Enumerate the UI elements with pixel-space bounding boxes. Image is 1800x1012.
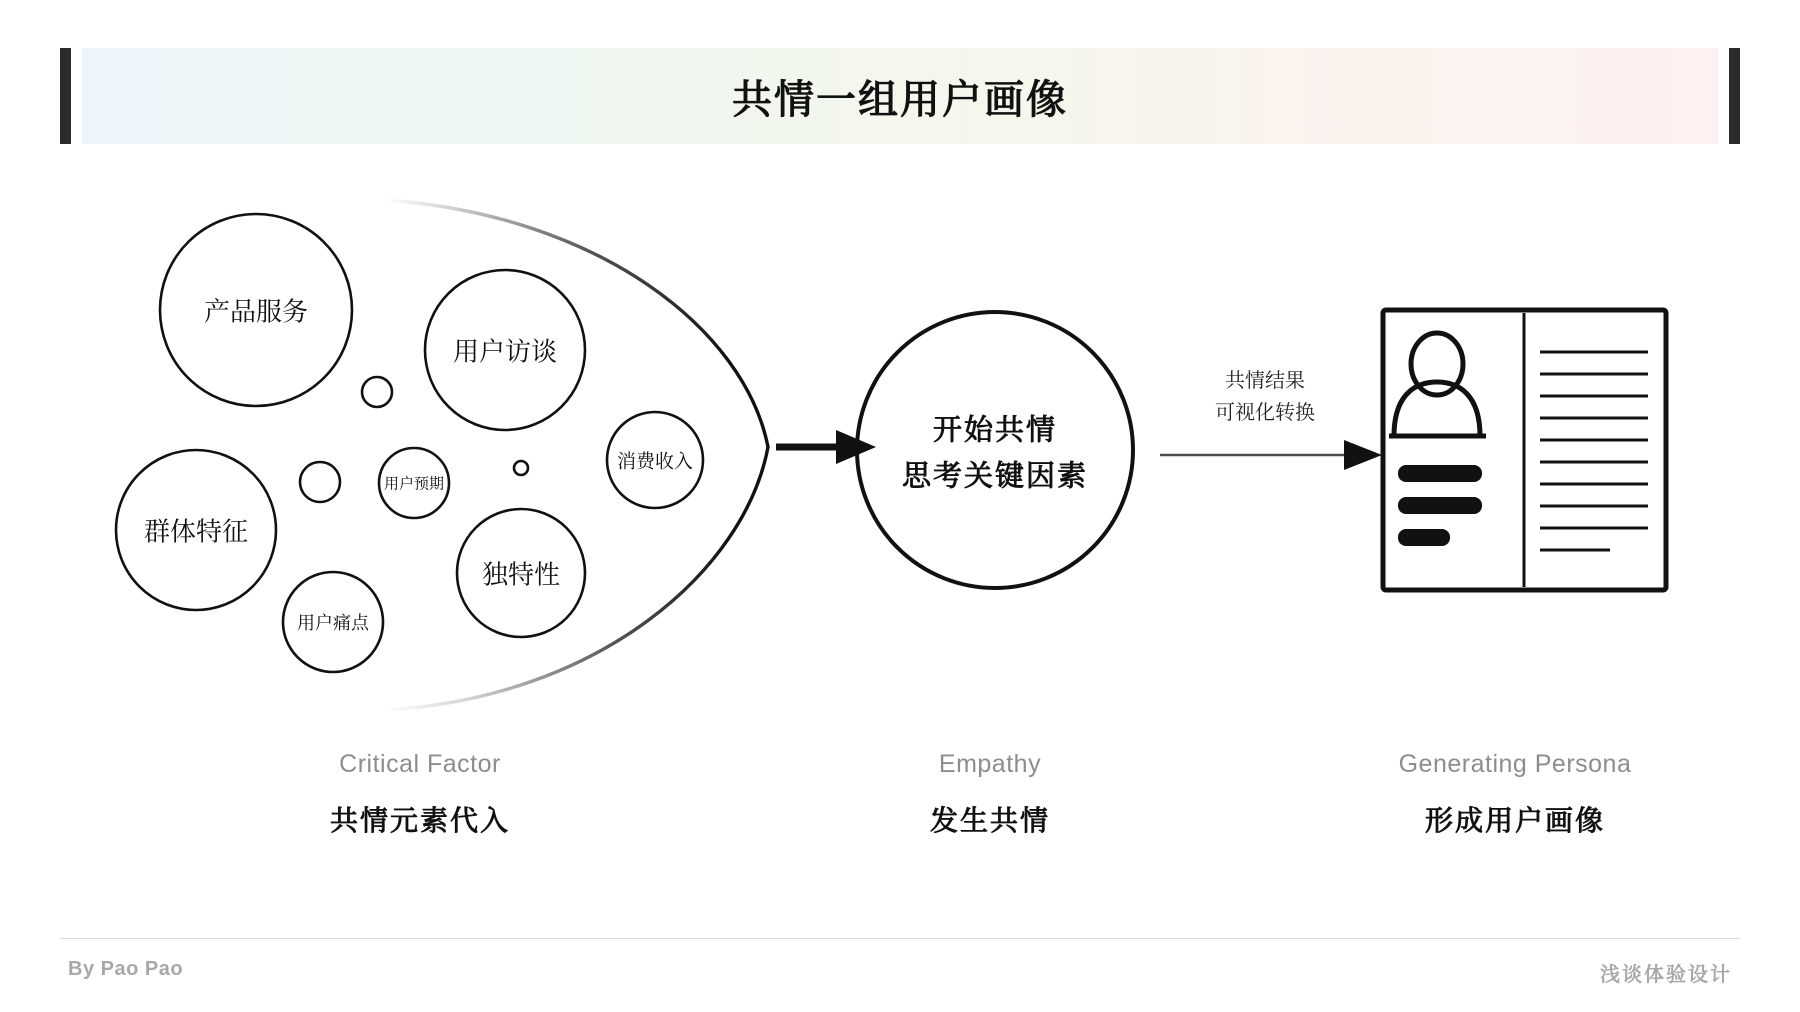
stage-label-generating-persona — [1255, 750, 1775, 839]
footer-author: By Pao Pao — [68, 958, 184, 980]
stage-label-critical-factor — [160, 750, 680, 839]
bubble-circles — [116, 214, 703, 672]
stage-2-en: Empathy — [938, 750, 1042, 778]
bubble-circle — [362, 377, 392, 407]
arrow-annotation-line-1: 共情结果 — [1225, 370, 1305, 392]
bubble-label: 消费收入 — [616, 451, 694, 473]
stage-label-empathy — [730, 750, 1250, 839]
footer-divider — [60, 938, 1740, 939]
arrow-empathy-to-persona — [1160, 440, 1382, 470]
footer-brand: 浅谈体验设计 — [1600, 964, 1732, 986]
page-title: 共情一组用户画像 — [732, 77, 1068, 122]
bubble-label: 群体特征 — [143, 516, 249, 547]
persona-card — [1383, 310, 1666, 590]
stage-3-en: Generating Persona — [1398, 750, 1632, 778]
bubble-label: 用户痛点 — [297, 613, 369, 633]
bubble-label: 产品服务 — [203, 296, 309, 327]
arrow-annotation — [1155, 365, 1375, 429]
cluster-outline — [385, 200, 768, 710]
stage-1-en: Critical Factor — [339, 750, 501, 778]
empathy-line-1: 开始共情 — [932, 414, 1058, 447]
empathy-circle — [857, 312, 1133, 588]
bubble-circle — [300, 462, 340, 502]
stage-1-cn: 共情元素代入 — [329, 805, 510, 836]
stage-3-cn: 形成用户画像 — [1424, 805, 1605, 836]
bubble-circle — [514, 461, 528, 475]
bubble-label: 用户预期 — [383, 475, 445, 493]
bubble-label: 独特性 — [481, 559, 561, 590]
bubble-label: 用户访谈 — [452, 336, 558, 367]
arrow-cluster-to-empathy — [776, 430, 876, 464]
arrow-annotation-line-2: 可视化转换 — [1215, 402, 1315, 424]
empathy-line-2: 思考关键因素 — [901, 460, 1089, 493]
stage-2-cn: 发生共情 — [929, 805, 1050, 836]
